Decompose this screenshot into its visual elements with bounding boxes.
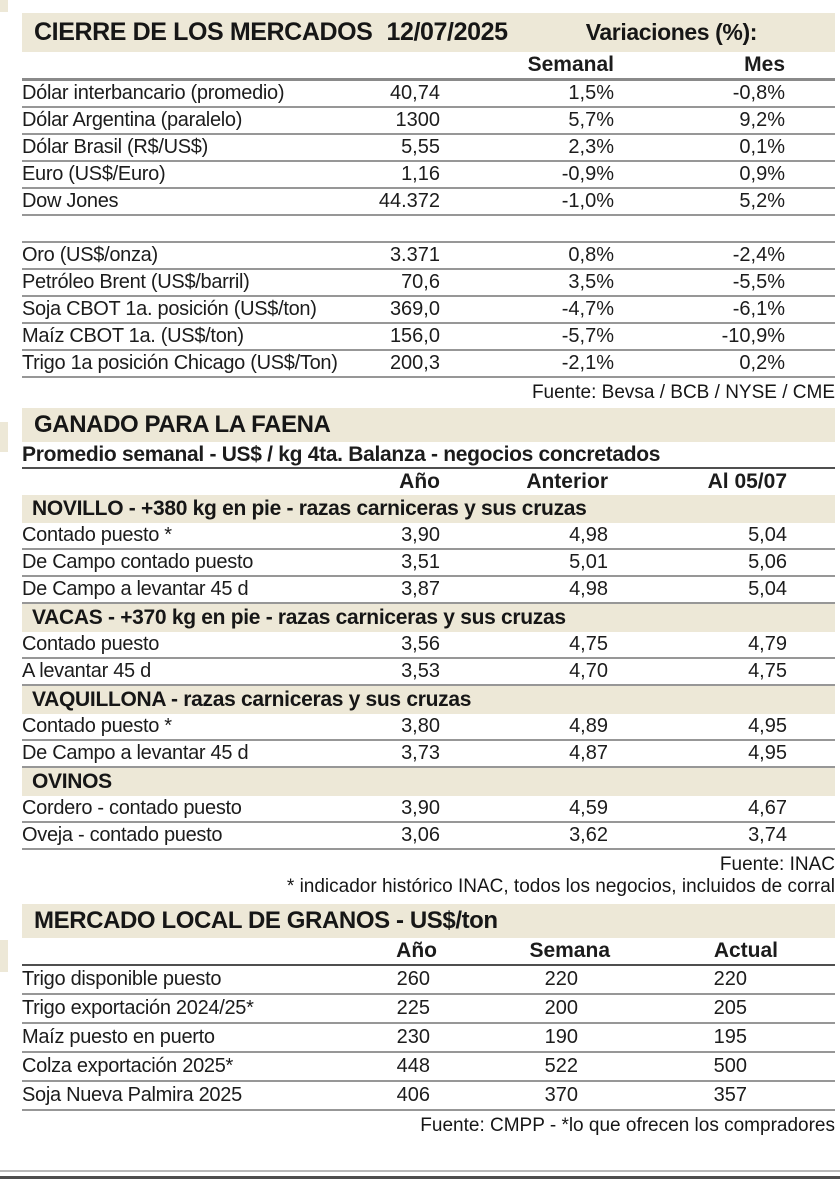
page-edge-fragment bbox=[0, 940, 8, 972]
row-label: Trigo exportación 2024/25* bbox=[22, 997, 254, 1019]
row-value: 225 bbox=[396, 997, 430, 1019]
row-value: 1,16 bbox=[401, 163, 440, 185]
row-value: 4,95 bbox=[748, 742, 787, 764]
row-value: 3,51 bbox=[401, 551, 440, 573]
row-value: 205 bbox=[713, 997, 747, 1019]
row-value: 195 bbox=[713, 1026, 747, 1048]
row-value: 5,04 bbox=[748, 524, 787, 546]
table-row bbox=[22, 135, 835, 162]
row-value: 4,75 bbox=[569, 633, 608, 655]
markets-table-commodities bbox=[22, 243, 835, 378]
row-value: 9,2% bbox=[739, 109, 785, 131]
row-value: 3,62 bbox=[569, 824, 608, 846]
row-label: Trigo disponible puesto bbox=[22, 968, 222, 990]
row-value: 1,5% bbox=[568, 82, 614, 104]
table-row bbox=[22, 995, 835, 1024]
table-row bbox=[22, 966, 835, 995]
column-header-weekly: Semanal bbox=[527, 53, 614, 76]
row-value: 369,0 bbox=[389, 298, 440, 320]
markets-date: 12/07/2025 bbox=[386, 18, 508, 46]
table-row bbox=[22, 659, 835, 686]
cattle-group-header: NOVILLO - +380 kg en pie - razas carniceras y sus cruzas bbox=[22, 495, 835, 523]
markets-source: Fuente: Bevsa / BCB / NYSE / CME bbox=[531, 382, 835, 403]
row-value: 0,1% bbox=[739, 136, 785, 158]
row-value: 1300 bbox=[395, 109, 440, 131]
row-value: 200,3 bbox=[389, 352, 440, 374]
row-label: Petróleo Brent (US$/barril) bbox=[22, 271, 250, 293]
row-value: 200 bbox=[544, 997, 578, 1019]
row-value: 3,06 bbox=[401, 824, 440, 846]
row-value: -5,5% bbox=[732, 271, 785, 293]
section-markets bbox=[22, 13, 835, 404]
row-value: 5,06 bbox=[748, 551, 787, 573]
cattle-title: GANADO PARA LA FAENA bbox=[34, 411, 331, 438]
row-value: 357 bbox=[713, 1084, 747, 1106]
row-value: 156,0 bbox=[389, 325, 440, 347]
grains-column-headers bbox=[22, 938, 835, 966]
row-label: Soja CBOT 1a. posición (US$/ton) bbox=[22, 298, 317, 320]
row-value: 3,53 bbox=[401, 660, 440, 682]
column-header-current: Al 05/07 bbox=[707, 470, 787, 493]
row-value: 2,3% bbox=[568, 136, 614, 158]
grains-title: MERCADO LOCAL DE GRANOS - US$/ton bbox=[34, 907, 498, 934]
table-row bbox=[22, 270, 835, 297]
table-row bbox=[22, 550, 835, 577]
table-row bbox=[22, 714, 835, 741]
row-label: Dólar Brasil (R$/US$) bbox=[22, 136, 208, 158]
bottom-double-rule bbox=[0, 1170, 840, 1179]
row-label: Maíz puesto en puerto bbox=[22, 1026, 215, 1048]
row-value: 3,80 bbox=[401, 715, 440, 737]
row-value: 406 bbox=[396, 1084, 430, 1106]
row-value: 5,7% bbox=[568, 109, 614, 131]
row-value: 4,70 bbox=[569, 660, 608, 682]
markets-column-headers bbox=[22, 52, 835, 78]
row-value: -1,0% bbox=[561, 190, 614, 212]
row-label: A levantar 45 d bbox=[22, 660, 151, 682]
table-row bbox=[22, 796, 835, 823]
row-value: 4,95 bbox=[748, 715, 787, 737]
row-value: -4,7% bbox=[561, 298, 614, 320]
row-value: -5,7% bbox=[561, 325, 614, 347]
row-value: -2,1% bbox=[561, 352, 614, 374]
row-value: 3,87 bbox=[401, 578, 440, 600]
row-label: Soja Nueva Palmira 2025 bbox=[22, 1084, 242, 1106]
row-label: Dólar interbancario (promedio) bbox=[22, 82, 285, 104]
column-header-year: Año bbox=[399, 470, 440, 493]
row-label: Dólar Argentina (paralelo) bbox=[22, 109, 243, 131]
row-value: 3,73 bbox=[401, 742, 440, 764]
column-header-previous: Anterior bbox=[526, 470, 608, 493]
column-header-week: Semana bbox=[529, 939, 610, 962]
cattle-group-header: OVINOS bbox=[22, 768, 835, 796]
row-label: Contado puesto * bbox=[22, 524, 172, 546]
row-value: 4,89 bbox=[569, 715, 608, 737]
markets-header-bar bbox=[22, 13, 835, 52]
row-value: 3,5% bbox=[568, 271, 614, 293]
row-value: -6,1% bbox=[732, 298, 785, 320]
markets-table-currencies bbox=[22, 78, 835, 216]
row-value: 4,59 bbox=[569, 797, 608, 819]
row-value: 40,74 bbox=[389, 82, 440, 104]
row-label: Colza exportación 2025* bbox=[22, 1055, 234, 1077]
section-cattle bbox=[22, 408, 835, 900]
row-label: Cordero - contado puesto bbox=[22, 797, 242, 819]
table-row bbox=[22, 1024, 835, 1053]
cattle-table bbox=[22, 495, 835, 850]
section-grains bbox=[22, 904, 835, 1137]
row-value: 0,8% bbox=[568, 244, 614, 266]
table-row bbox=[22, 1053, 835, 1082]
row-label: Contado puesto bbox=[22, 633, 160, 655]
row-value: 44.372 bbox=[378, 190, 440, 212]
row-value: 5,2% bbox=[739, 190, 785, 212]
row-value: 370 bbox=[544, 1084, 578, 1106]
row-value: 522 bbox=[544, 1055, 578, 1077]
cattle-column-headers bbox=[22, 469, 835, 495]
table-row bbox=[22, 632, 835, 659]
column-header-year: Año bbox=[396, 939, 437, 962]
row-label: Trigo 1a posición Chicago (US$/Ton) bbox=[22, 352, 338, 374]
row-value: 3,56 bbox=[401, 633, 440, 655]
row-value: -10,9% bbox=[721, 325, 785, 347]
row-value: 220 bbox=[713, 968, 747, 990]
row-label: Maíz CBOT 1a. (US$/ton) bbox=[22, 325, 244, 347]
row-value: 230 bbox=[396, 1026, 430, 1048]
table-row bbox=[22, 297, 835, 324]
table-row bbox=[22, 523, 835, 550]
page-edge-fragment bbox=[0, 422, 8, 452]
cattle-header-bar bbox=[22, 408, 835, 442]
table-row bbox=[22, 189, 835, 216]
row-label: De Campo a levantar 45 d bbox=[22, 578, 249, 600]
row-value: 260 bbox=[396, 968, 430, 990]
table-row bbox=[22, 81, 835, 108]
row-value: 4,98 bbox=[569, 578, 608, 600]
row-label: Contado puesto * bbox=[22, 715, 172, 737]
row-label: Euro (US$/Euro) bbox=[22, 163, 166, 185]
table-row bbox=[22, 577, 835, 604]
table-row bbox=[22, 108, 835, 135]
cattle-group-header: VAQUILLONA - razas carniceras y sus cruzas bbox=[22, 686, 835, 714]
table-row bbox=[22, 162, 835, 189]
row-value: 4,79 bbox=[748, 633, 787, 655]
cattle-source: Fuente: INAC bbox=[719, 854, 835, 875]
row-value: 4,75 bbox=[748, 660, 787, 682]
cattle-group-header: VACAS - +370 kg en pie - razas carniceras y sus cruzas bbox=[22, 604, 835, 632]
variations-label: Variaciones (%): bbox=[585, 19, 757, 45]
table-row bbox=[22, 1082, 835, 1111]
row-value: 220 bbox=[544, 968, 578, 990]
row-value: 5,55 bbox=[401, 136, 440, 158]
row-value: 190 bbox=[544, 1026, 578, 1048]
column-header-month: Mes bbox=[744, 53, 785, 76]
row-label: De Campo a levantar 45 d bbox=[22, 742, 249, 764]
row-value: 3,74 bbox=[748, 824, 787, 846]
row-value: 5,01 bbox=[569, 551, 608, 573]
row-value: 5,04 bbox=[748, 578, 787, 600]
row-value: 500 bbox=[713, 1055, 747, 1077]
table-row bbox=[22, 243, 835, 270]
row-value: 70,6 bbox=[401, 271, 440, 293]
markets-title: CIERRE DE LOS MERCADOS bbox=[34, 18, 373, 46]
row-value: 0,2% bbox=[739, 352, 785, 374]
column-header-current: Actual bbox=[713, 939, 778, 962]
row-value: 448 bbox=[396, 1055, 430, 1077]
row-label: De Campo contado puesto bbox=[22, 551, 254, 573]
row-value: -2,4% bbox=[732, 244, 785, 266]
row-value: 0,9% bbox=[739, 163, 785, 185]
row-value: 3.371 bbox=[389, 244, 440, 266]
row-value: -0,8% bbox=[732, 82, 785, 104]
cattle-footnote: * indicador histórico INAC, todos los negocios, incluidos de corral bbox=[286, 876, 835, 897]
grains-header-bar bbox=[22, 904, 835, 938]
row-label: Oro (US$/onza) bbox=[22, 244, 158, 266]
row-label: Dow Jones bbox=[22, 190, 119, 212]
row-value: 4,87 bbox=[569, 742, 608, 764]
row-value: 3,90 bbox=[401, 524, 440, 546]
table-row bbox=[22, 351, 835, 378]
row-value: 4,67 bbox=[748, 797, 787, 819]
table-row bbox=[22, 823, 835, 850]
row-value: 3,90 bbox=[401, 797, 440, 819]
page-edge-fragment bbox=[0, 0, 8, 12]
table-gap-row bbox=[22, 216, 835, 243]
market-report bbox=[22, 0, 835, 1137]
grains-source: Fuente: CMPP - *lo que ofrecen los compradores bbox=[420, 1115, 835, 1136]
table-row bbox=[22, 324, 835, 351]
row-label: Oveja - contado puesto bbox=[22, 824, 223, 846]
row-value: 4,98 bbox=[569, 524, 608, 546]
grains-table bbox=[22, 966, 835, 1111]
table-row bbox=[22, 741, 835, 768]
cattle-subtitle: Promedio semanal - US$ / kg 4ta. Balanza - negocios concretados bbox=[22, 442, 835, 469]
row-value: -0,9% bbox=[561, 163, 614, 185]
